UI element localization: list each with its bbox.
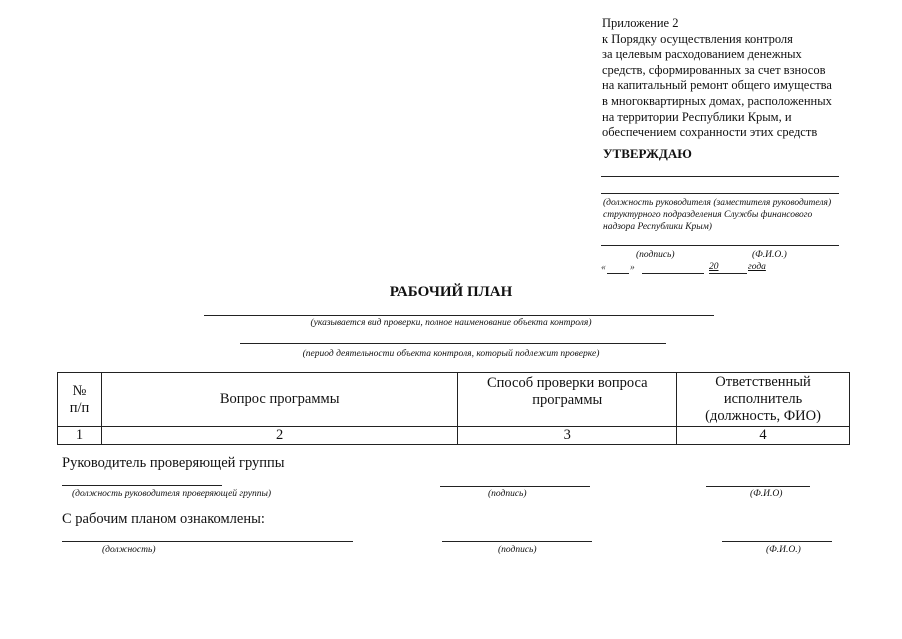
appendix-line: средств, сформированных за счет взносов	[602, 62, 826, 77]
header-text: программы	[532, 392, 603, 408]
period-line	[240, 343, 666, 344]
header-text: п/п	[69, 399, 90, 416]
date-close-quote: »	[630, 263, 635, 273]
column-number-cell: 2	[101, 427, 457, 445]
group-head-heading: Руководитель проверяющей группы	[62, 455, 285, 471]
group-head-name-line	[706, 486, 810, 487]
header-text: Вопрос программы	[219, 391, 340, 407]
column-number-cell: 1	[58, 427, 102, 445]
acquainted-name-line	[722, 541, 832, 542]
group-head-position-caption: (должность руководителя проверяющей группы)	[72, 489, 272, 499]
date-month-line	[642, 273, 704, 274]
approval-signature-caption: (подпись)	[636, 250, 675, 260]
caption-line: (должность руководителя (заместителя руководителя)	[603, 198, 832, 208]
approval-line-1	[601, 176, 839, 177]
appendix-block	[602, 16, 862, 141]
table-header-row	[58, 373, 850, 427]
header-text: Способ проверки вопроса	[486, 375, 648, 391]
approval-line-2	[601, 193, 839, 194]
caption-line: структурного подразделения Службы финансового	[603, 210, 813, 220]
header-question	[101, 373, 457, 427]
approval-signature-line	[601, 245, 839, 246]
approval-heading: УТВЕРЖДАЮ	[603, 146, 692, 161]
date-year-prefix: 20	[709, 262, 719, 272]
group-head-signature-caption: (подпись)	[488, 489, 527, 499]
table-row	[58, 427, 850, 445]
acquainted-signature-caption: (подпись)	[498, 545, 537, 555]
period-caption: (период деятельности объекта контроля, который подлежит проверке)	[302, 349, 600, 359]
plan-table	[57, 372, 850, 445]
acquainted-position-line	[62, 541, 353, 542]
header-text: №	[72, 382, 87, 399]
acquainted-heading: С рабочим планом ознакомлены:	[62, 511, 265, 527]
acquainted-position-caption: (должность)	[102, 545, 156, 555]
document-title: РАБОЧИЙ ПЛАН	[389, 284, 513, 300]
group-head-name-caption: (Ф.И.О)	[750, 489, 783, 499]
group-head-signature-line	[440, 486, 590, 487]
header-method	[458, 373, 677, 427]
acquainted-signature-line	[442, 541, 592, 542]
header-text: Ответственный	[715, 374, 811, 390]
appendix-line: к Порядку осуществления контроля	[602, 31, 793, 46]
date-year-suffix: года	[748, 262, 766, 272]
column-number-cell: 3	[458, 427, 677, 445]
appendix-line: на территории Республики Крым, и	[602, 109, 792, 124]
header-text: исполнитель	[723, 391, 803, 407]
appendix-line: Приложение 2	[602, 16, 679, 30]
inspection-type-caption: (указывается вид проверки, полное наименование объекта контроля)	[310, 318, 592, 328]
approval-position-caption	[603, 197, 863, 233]
date-open-quote: «	[601, 263, 606, 273]
appendix-line: в многоквартирных домах, расположенных	[602, 93, 832, 108]
approval-name-caption: (Ф.И.О.)	[752, 250, 787, 260]
date-year-line	[709, 273, 747, 274]
group-head-position-line	[62, 485, 222, 486]
inspection-type-line	[204, 315, 714, 316]
caption-line: надзора Республики Крым)	[603, 222, 712, 232]
date-day-line	[607, 273, 629, 274]
header-text: (должность, ФИО)	[705, 408, 821, 424]
header-responsible	[677, 373, 850, 427]
appendix-line: обеспечением сохранности этих средств	[602, 125, 818, 140]
acquainted-name-caption: (Ф.И.О.)	[766, 545, 801, 555]
appendix-line: на капитальный ремонт общего имущества	[602, 78, 832, 93]
column-number-cell: 4	[677, 427, 850, 445]
appendix-line: за целевым расходованием денежных	[602, 47, 802, 62]
header-number	[58, 373, 102, 427]
